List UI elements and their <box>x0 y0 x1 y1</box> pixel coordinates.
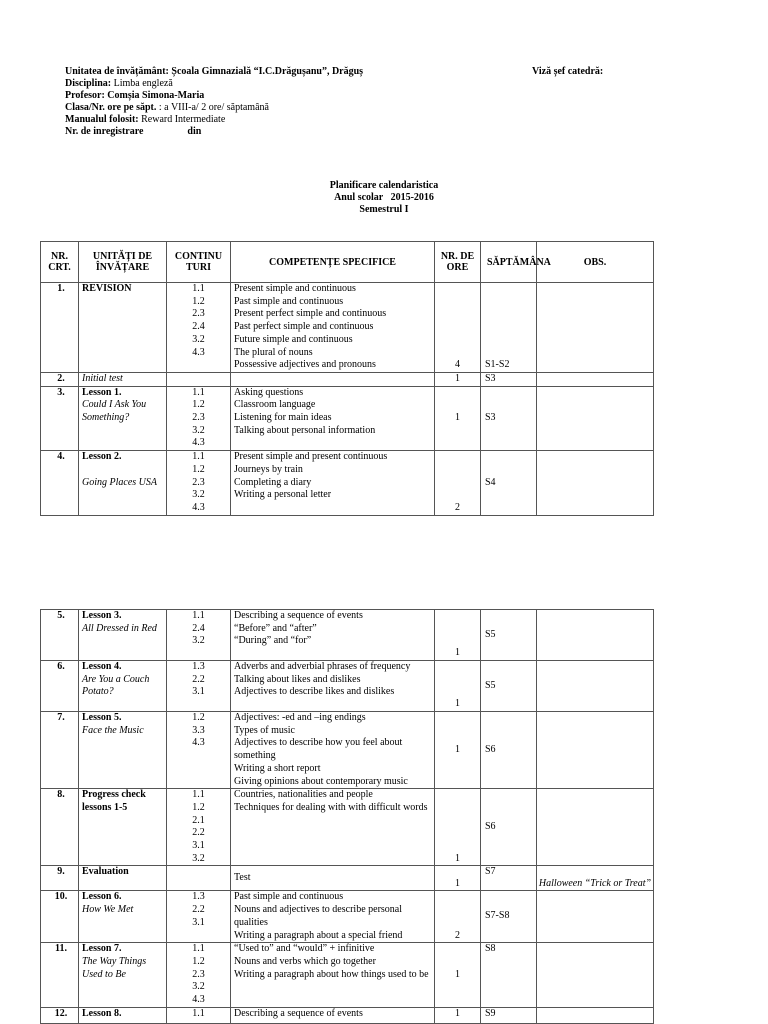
week-cell: S1-S2 <box>481 283 537 373</box>
row-number: 7. <box>41 712 79 789</box>
content-code: 3.1 <box>192 686 205 698</box>
hours-cell: 1 <box>435 712 481 789</box>
lesson-title: Lesson 8. <box>82 1007 122 1019</box>
learning-unit-cell <box>79 891 167 943</box>
obs-cell <box>537 372 654 386</box>
competences-cell <box>231 372 435 386</box>
row-number: 8. <box>41 789 79 866</box>
content-code: 3.2 <box>192 981 205 993</box>
learning-unit-cell <box>79 610 167 661</box>
competence-item: Future simple and continuous <box>234 333 353 345</box>
competence-item: Writing a paragraph about how things used to be <box>234 968 429 980</box>
lesson-title: REVISION <box>82 283 132 294</box>
row-number: 10. <box>41 891 79 943</box>
content-code: 1.2 <box>192 955 205 967</box>
week-cell: S3 <box>481 386 537 451</box>
row-number: 4. <box>41 451 79 516</box>
table-row <box>41 610 654 661</box>
competence-item: Techniques for dealing with with difficult words <box>234 801 428 813</box>
row-number: 3. <box>41 386 79 451</box>
obs-cell <box>537 610 654 661</box>
content-code: 4.3 <box>192 994 205 1006</box>
competence-item: Writing a paragraph about a special friend <box>234 929 403 941</box>
content-code: 4.3 <box>192 737 205 749</box>
week-cell: S7 <box>481 866 537 891</box>
learning-unit-cell <box>79 789 167 866</box>
discipline-value: Limba engleză <box>113 78 173 89</box>
col-header-hours: NR. DE ORE <box>435 242 481 283</box>
content-code: 2.2 <box>192 904 205 916</box>
competence-item: Talking about likes and dislikes <box>234 673 361 685</box>
row-number: 1. <box>41 283 79 373</box>
competence-item: Possessive adjectives and pronouns <box>234 359 376 371</box>
competences-cell <box>231 661 435 712</box>
lesson-title: Evaluation <box>82 866 129 878</box>
table-row <box>41 451 654 516</box>
content-code: 2.3 <box>192 476 205 488</box>
col-header-nr: NR. CRT. <box>41 242 79 283</box>
content-code: 1.3 <box>192 661 205 672</box>
learning-unit-cell <box>79 372 167 386</box>
obs-cell <box>537 1007 654 1023</box>
week-cell: S6 <box>481 712 537 789</box>
week-cell: S9 <box>481 1007 537 1023</box>
competence-item: “Used to” and “would” + infinitive <box>234 943 375 955</box>
week-cell: S8 <box>481 943 537 1008</box>
manual-label: Manualul folosit: <box>65 114 139 125</box>
competence-item: Describing a sequence of events <box>234 1007 363 1019</box>
competences-cell <box>231 891 435 943</box>
competence-item: Journeys by train <box>234 463 303 475</box>
document-header <box>65 66 363 138</box>
learning-unit-cell <box>79 1007 167 1023</box>
content-code: 1.1 <box>192 451 205 463</box>
content-code: 3.2 <box>192 333 205 345</box>
competences-cell <box>231 943 435 1008</box>
lesson-name: How We Met <box>82 904 134 916</box>
week-cell: S4 <box>481 451 537 516</box>
contents-cell <box>167 610 231 661</box>
learning-unit-cell <box>79 661 167 712</box>
lesson-name: The Way Things Used to Be <box>82 955 147 980</box>
table-row <box>41 661 654 712</box>
row-number: 12. <box>41 1007 79 1023</box>
content-code: 4.3 <box>192 501 205 513</box>
obs-cell <box>537 451 654 516</box>
content-code: 1.2 <box>192 801 205 813</box>
col-header-units: UNITĂȚI DE ÎNVĂȚARE <box>79 242 167 283</box>
hours-cell: 1 <box>435 610 481 661</box>
competence-item: Adjectives to describe how you feel about something <box>234 737 403 762</box>
table-row <box>41 789 654 866</box>
lesson-name: Could I Ask You Something? <box>82 399 147 424</box>
obs-cell <box>537 386 654 451</box>
table-row <box>41 712 654 789</box>
learning-unit-cell <box>79 712 167 789</box>
obs-cell <box>537 712 654 789</box>
contents-cell <box>167 712 231 789</box>
competence-item: Past simple and continuous <box>234 891 344 903</box>
competence-item: Listening for main ideas <box>234 412 332 424</box>
content-code: 2.3 <box>192 308 205 320</box>
col-header-contents: CONTINU TURI <box>167 242 231 283</box>
learning-unit-cell <box>79 943 167 1008</box>
content-code: 1.2 <box>192 463 205 475</box>
manual-value: Reward Intermediate <box>141 114 226 125</box>
col-header-week: SĂPTĂMÂNA <box>481 242 537 283</box>
content-code: 2.2 <box>192 827 205 839</box>
content-code: 2.3 <box>192 412 205 424</box>
contents-cell <box>167 451 231 516</box>
table-row <box>41 1007 654 1023</box>
content-code: 1.1 <box>192 1007 205 1019</box>
content-code: 2.2 <box>192 673 205 685</box>
teacher-label: Profesor: <box>65 90 105 101</box>
obs-cell <box>537 891 654 943</box>
contents-cell <box>167 891 231 943</box>
content-code: 3.3 <box>192 724 205 736</box>
obs-cell <box>537 789 654 866</box>
content-code: 1.2 <box>192 295 205 307</box>
unit-label: Unitatea de învățământ: <box>65 66 169 77</box>
hours-cell: 4 <box>435 283 481 373</box>
content-code: 1.2 <box>192 712 205 723</box>
learning-unit-cell <box>79 283 167 373</box>
competence-item: Test <box>234 872 251 884</box>
content-code: 1.3 <box>192 891 205 903</box>
hours-cell: 1 <box>435 789 481 866</box>
competences-cell <box>231 386 435 451</box>
lesson-name: Face the Music <box>82 724 144 736</box>
hours-cell: 1 <box>435 372 481 386</box>
competences-cell <box>231 283 435 373</box>
content-code: 3.1 <box>192 840 205 852</box>
content-code: 4.3 <box>192 437 205 449</box>
competences-cell <box>231 789 435 866</box>
week-cell: S5 <box>481 610 537 661</box>
content-code: 1.1 <box>192 386 205 398</box>
title-line-1: Planificare calendaristica <box>329 180 439 191</box>
content-code: 3.2 <box>192 635 205 647</box>
table-row <box>41 866 654 891</box>
document-title <box>0 180 768 216</box>
content-code: 4.3 <box>192 346 205 358</box>
registration-din: din <box>187 126 202 137</box>
unit-value: Școala Gimnazială “I.C.Drăgușanu”, Drăguș <box>171 66 364 77</box>
competence-item: Writing a short report <box>234 762 321 774</box>
competence-item: Giving opinions about contemporary music <box>234 775 408 787</box>
row-number: 5. <box>41 610 79 661</box>
learning-unit-cell <box>79 451 167 516</box>
lesson-title: Lesson 5. <box>82 712 122 723</box>
content-code: 3.2 <box>192 852 205 864</box>
contents-cell <box>167 386 231 451</box>
competence-item: Present simple and continuous <box>234 283 356 294</box>
competence-item: Adjectives to describe likes and dislikes <box>234 686 395 698</box>
competence-item: Nouns and verbs which go together <box>234 955 376 967</box>
title-line-3: Semestrul I <box>359 204 409 215</box>
contents-cell <box>167 866 231 891</box>
content-code: 3.2 <box>192 489 205 501</box>
obs-cell <box>537 661 654 712</box>
content-code: 2.4 <box>192 622 205 634</box>
content-code: 2.1 <box>192 814 205 826</box>
competence-item: Asking questions <box>234 386 304 398</box>
content-code: 2.3 <box>192 968 205 980</box>
competence-item: Present simple and present continuous <box>234 451 388 463</box>
lesson-name: All Dressed in Red <box>82 622 157 634</box>
class-value: : a VIII-a/ 2 ore/ săptamână <box>158 102 269 113</box>
col-header-obs: OBS. <box>537 242 654 283</box>
content-code: 3.1 <box>192 916 205 928</box>
lesson-title: Lesson 7. <box>82 943 122 955</box>
hours-cell: 1 <box>435 386 481 451</box>
competence-item: “Before” and “after” <box>234 622 317 634</box>
table-row <box>41 283 654 373</box>
competence-item: Writing a personal letter <box>234 489 332 501</box>
hours-cell: 1 <box>435 943 481 1008</box>
competence-item: Classroom language <box>234 399 316 411</box>
row-number: 11. <box>41 943 79 1008</box>
teacher-value: Comșia Simona-Maria <box>107 90 205 101</box>
competence-item: Describing a sequence of events <box>234 610 363 621</box>
contents-cell <box>167 372 231 386</box>
lesson-title: Progress check lessons 1-5 <box>82 789 146 813</box>
hours-cell: 2 <box>435 891 481 943</box>
competences-cell <box>231 610 435 661</box>
competence-item: Talking about personal information <box>234 424 376 436</box>
competence-item: Adjectives: -ed and –ing endings <box>234 712 366 723</box>
hours-cell: 1 <box>435 661 481 712</box>
content-code: 1.1 <box>192 789 205 801</box>
competence-item: Present perfect simple and continuous <box>234 308 387 320</box>
week-cell: S3 <box>481 372 537 386</box>
head-approval-label: Viză șef catedră: <box>532 66 604 77</box>
competence-item: Past simple and continuous <box>234 295 344 307</box>
title-line-2: Anul scolar 2015-2016 <box>334 192 434 203</box>
competence-item: “During” and “for” <box>234 635 312 647</box>
contents-cell <box>167 943 231 1008</box>
competence-item: The plural of nouns <box>234 346 313 358</box>
lesson-name: Initial test <box>82 372 123 384</box>
week-cell: S5 <box>481 661 537 712</box>
content-code: 1.1 <box>192 283 205 294</box>
table-row <box>41 891 654 943</box>
lesson-title: Lesson 2. <box>82 451 122 463</box>
competence-item: Past perfect simple and continuous <box>234 321 374 333</box>
class-label: Clasa/Nr. ore pe săpt. <box>65 102 157 113</box>
competence-item: Types of music <box>234 724 295 736</box>
hours-cell: 2 <box>435 451 481 516</box>
col-header-competences: COMPETENȚE SPECIFICE <box>231 242 435 283</box>
hours-cell: 1 <box>435 1007 481 1023</box>
row-number: 9. <box>41 866 79 891</box>
content-code: 3.2 <box>192 424 205 436</box>
competence-item: Nouns and adjectives to describe personal qualities <box>234 904 403 928</box>
week-cell: S6 <box>481 789 537 866</box>
content-code: 1.1 <box>192 943 205 955</box>
lesson-title: Lesson 6. <box>82 891 122 903</box>
competence-item: Adverbs and adverbial phrases of frequency <box>234 661 411 672</box>
table-row <box>41 386 654 451</box>
lesson-title: Lesson 1. <box>82 386 122 398</box>
registration-label: Nr. de inregistrare <box>65 126 144 137</box>
planning-table-page-1 <box>40 241 654 516</box>
lesson-name: Going Places USA <box>82 476 157 488</box>
content-code: 1.1 <box>192 610 205 621</box>
planning-table-page-2 <box>40 609 654 1024</box>
contents-cell <box>167 661 231 712</box>
lesson-name: Are You a Couch Potato? <box>82 673 150 698</box>
competence-item: Completing a diary <box>234 476 312 488</box>
week-cell: S7-S8 <box>481 891 537 943</box>
content-code: 1.2 <box>192 399 205 411</box>
contents-cell <box>167 789 231 866</box>
contents-cell <box>167 1007 231 1023</box>
learning-unit-cell <box>79 386 167 451</box>
competences-cell <box>231 712 435 789</box>
contents-cell <box>167 283 231 373</box>
competence-item: Countries, nationalities and people <box>234 789 373 801</box>
lesson-title: Lesson 3. <box>82 610 122 621</box>
lesson-title: Lesson 4. <box>82 661 122 672</box>
row-number: 6. <box>41 661 79 712</box>
hours-cell: 1 <box>435 866 481 891</box>
obs-cell: Halloween “Trick or Treat” <box>537 866 654 891</box>
competences-cell <box>231 866 435 891</box>
row-number: 2. <box>41 372 79 386</box>
table-row <box>41 943 654 1008</box>
learning-unit-cell <box>79 866 167 891</box>
obs-cell <box>537 943 654 1008</box>
content-code: 2.4 <box>192 321 205 333</box>
competences-cell <box>231 451 435 516</box>
table-row <box>41 372 654 386</box>
competences-cell <box>231 1007 435 1023</box>
obs-cell <box>537 283 654 373</box>
discipline-label: Disciplina: <box>65 78 112 89</box>
